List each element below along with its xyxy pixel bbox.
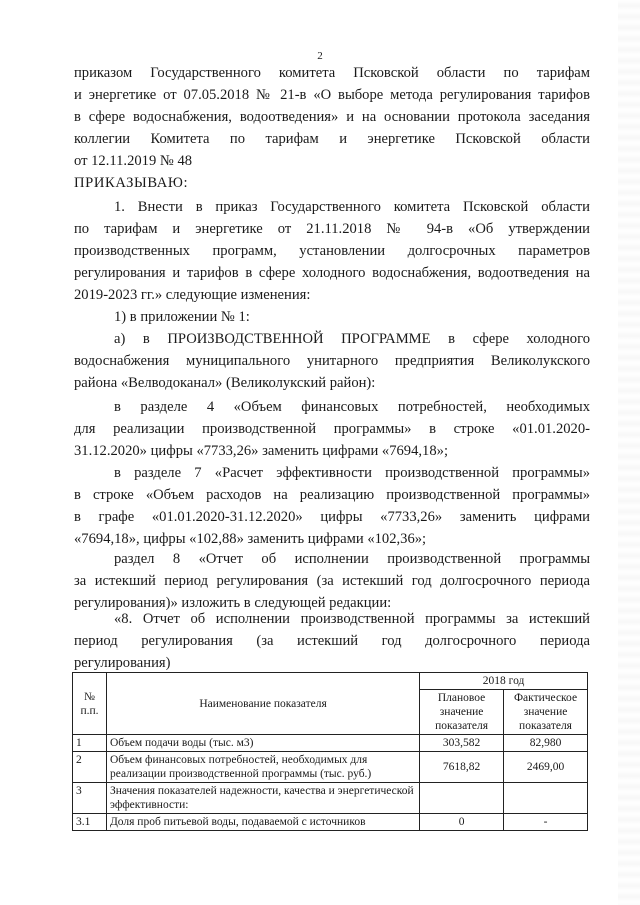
text-line: 2019-2023 гг.» следующие изменения:: [74, 287, 311, 303]
text-line: регулирования)» изложить в следующей редакции:: [74, 595, 392, 611]
text-line: 1. Внести в приказ Государственного комитета Псковской области: [114, 199, 590, 215]
row-fact: 82,980: [504, 735, 588, 752]
row-plan: 0: [420, 814, 504, 831]
row-fact: [504, 783, 588, 814]
order-word: ПРИКАЗЫВАЮ:: [74, 175, 189, 191]
text-line: 31.12.2020» цифры «7733,26» заменить цифрами «7694,18»;: [74, 443, 448, 459]
text-line: за истекший период регулирования (за истекший год долгосрочного периода: [74, 573, 590, 589]
text-line: в сфере водоснабжения, водоотведения» и на основании протокола заседания: [74, 109, 590, 125]
table-row: [73, 783, 588, 814]
subitem-a-paragraph: [74, 328, 590, 394]
header-plan: Плановое значение показателя: [420, 690, 504, 735]
text-line: в разделе 4 «Объем финансовых потребностей, необходимых: [114, 399, 590, 415]
row-name: Значения показателей надежности, качества и энергетической эффективности:: [106, 783, 419, 814]
text-line: регулирования и тарифов в сфере холодного водоснабжения, водоотведения на: [74, 265, 590, 281]
text-line: «8. Отчет об исполнении производственной программы за истекший: [114, 611, 590, 627]
report-table: [72, 672, 588, 831]
row-plan: 303,582: [420, 735, 504, 752]
section-8-paragraph: [74, 548, 590, 614]
row-name: Доля проб питьевой воды, подаваемой с источников: [106, 814, 419, 831]
header-fact: Фактическое значение показателя: [504, 690, 588, 735]
table-row: [73, 735, 588, 752]
table-row: [73, 752, 588, 783]
text-line: от 12.11.2019 № 48: [74, 153, 193, 169]
header-name: Наименование показателя: [106, 673, 419, 735]
text-line: раздел 8 «Отчет об исполнении производственной программы: [114, 551, 590, 567]
text-line: района «Велводоканал» (Великолукский район):: [74, 375, 376, 391]
header-number: № п.п.: [73, 673, 107, 735]
row-fact: 2469,00: [504, 752, 588, 783]
text-line: водоснабжения муниципального унитарного предприятия Великолукского: [74, 353, 590, 369]
row-plan: 7618,82: [420, 752, 504, 783]
text-line: регулирования): [74, 655, 171, 671]
row-plan: [420, 783, 504, 814]
text-line: производственных программ, установлении долгосрочных параметров: [74, 243, 590, 259]
text-line: в строке «Объем расходов на реализацию производственной программы»: [74, 487, 590, 503]
scan-edge-artifact: [618, 0, 640, 905]
subitem-1-paragraph: [74, 306, 590, 328]
text-line: в графе «01.01.2020-31.12.2020» цифры «7733,26» заменить цифрами: [74, 509, 590, 525]
section-7-paragraph: [74, 462, 590, 550]
text-line: приказом Государственного комитета Псковской области по тарифам: [74, 65, 590, 81]
text-line: коллегии Комитета по тарифам и энергетике Псковской области: [74, 131, 590, 147]
order-heading: [74, 172, 590, 194]
text-line: для реализации производственной программы» в строке «01.01.2020-: [74, 421, 590, 437]
header-year: 2018 год: [420, 673, 588, 690]
row-number: 3.1: [73, 814, 107, 831]
page-number: 2: [317, 50, 323, 62]
table-row: [73, 814, 588, 831]
table-header-row: [73, 673, 588, 690]
section-4-paragraph: [74, 396, 590, 462]
text-line: «7694,18», цифры «102,88» заменить цифрами «102,36»;: [74, 531, 427, 547]
report-heading-paragraph: [74, 608, 590, 674]
intro-paragraph: [74, 62, 590, 172]
text-line: и энергетике от 07.05.2018 № 21-в «О выборе метода регулирования тарифов: [74, 87, 590, 103]
row-fact: -: [504, 814, 588, 831]
row-name: Объем подачи воды (тыс. м3): [106, 735, 419, 752]
row-number: 1: [73, 735, 107, 752]
row-number: 3: [73, 783, 107, 814]
text-line: в разделе 7 «Расчет эффективности производственной программы»: [114, 465, 590, 481]
row-name: Объем финансовых потребностей, необходимых для реализации производственной программы (тыс. руб.): [106, 752, 419, 783]
row-number: 2: [73, 752, 107, 783]
text-line: по тарифам и энергетике от 21.11.2018 № 94-в «Об утверждении: [74, 221, 590, 237]
text-line: а) в ПРОИЗВОДСТВЕННОЙ ПРОГРАММЕ в сфере холодного: [114, 331, 590, 347]
text-line: 1) в приложении № 1:: [114, 309, 250, 325]
text-line: период регулирования (за истекший год долгосрочного периода: [74, 633, 590, 649]
item-1-paragraph: [74, 196, 590, 306]
